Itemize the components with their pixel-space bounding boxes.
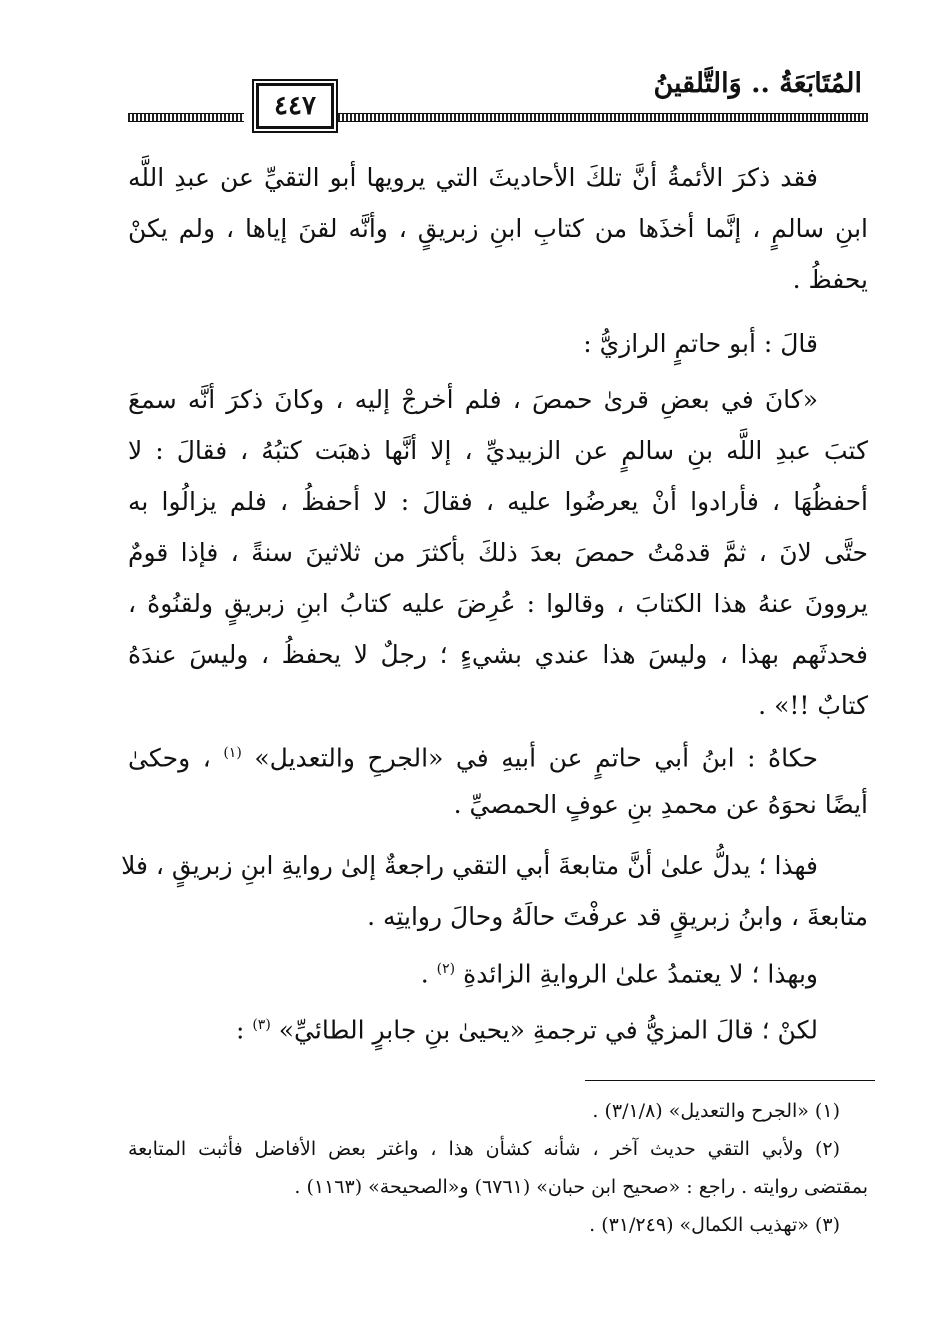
text-segment: : xyxy=(235,1015,245,1045)
text-line: حتَّى لانَ ، ثمَّ قدمْتُ حمصَ بعدَ ذلكَ بأكثرَ من ثلاثينَ سنةً ، فإذا قومٌ xyxy=(128,538,868,567)
footnote-marker: (٣) xyxy=(252,1017,271,1033)
footnote-1: (١) «الجرح والتعديل» (٣/١/٨) . xyxy=(592,1100,840,1122)
quotation xyxy=(128,374,868,731)
footnote-marker: (١) xyxy=(223,745,242,761)
text-line xyxy=(128,728,868,779)
footnote-3: (٣) «تهذيب الكمال» (٣١/٢٤٩) . xyxy=(589,1214,840,1236)
text-line: فهذا ؛ يدلُّ علىٰ أنَّ متابعةَ أبي التقي راجعةٌ إلىٰ روايةِ ابنِ زبريقٍ ، فلا xyxy=(121,851,818,880)
text-line: أحفظُهَا ، فأرادوا أنْ يعرضُوا عليه ، فقالَ : لا أحفظُ ، فلم يزالُوا به xyxy=(128,487,868,516)
paragraph-3 xyxy=(128,728,868,830)
text-line: كتبَ عبدِ اللَّه بنِ سالمٍ عن الزبيديِّ ، إلا أنَّها ذهبَت كتبُهُ ، فقالَ : لا xyxy=(128,436,868,465)
text-segment: لكنْ ؛ قالَ المزيُّ في ترجمةِ «يحيىٰ بنِ جابرٍ الطائيِّ» xyxy=(278,1015,818,1045)
text-segment: حكاهُ : ابنُ أبي حاتمٍ عن أبيهِ في «الجرحِ والتعديل» xyxy=(254,743,819,773)
text-segment: . xyxy=(420,959,429,989)
text-line: قالَ : أبو حاتمٍ الرازيُّ : xyxy=(583,329,818,358)
header-rule-left xyxy=(128,113,244,122)
footnote-2-continued: بمقتضى روايته . راجع : «صحيح ابن حبان» (٦٧٦١) و«الصحيحة» (١١٦٣) . xyxy=(294,1176,868,1198)
footnote-separator xyxy=(585,1080,875,1081)
footnote-2: (٢) ولأبي التقي حديث آخر ، شأنه كشأن هذا ، واغتر بعض الأفاضل فأثبت المتابعة xyxy=(128,1138,840,1160)
paragraph-2 xyxy=(128,318,868,369)
text-line: يروونَ عنهُ هذا الكتابَ ، وقالوا : عُرِضَ عليه كتابُ ابنِ زبريقٍ ولقنُوهُ ، xyxy=(128,589,868,618)
footnote-marker: (٢) xyxy=(436,961,456,977)
text-line: متابعةَ ، وابنُ زبريقٍ قد عرفْتَ حالَهُ وحالَ روايتِه . xyxy=(367,902,868,931)
text-line: ابنِ سالمٍ ، إنَّما أخذَها من كتابِ ابنِ زبريقٍ ، وأنَّه لقنَ إياها ، ولم يكنْ xyxy=(128,214,868,243)
text-line: «كانَ في بعضِ قرىٰ حمصَ ، فلم أخرجْ إليه ، وكانَ ذكرَ أنَّه سمعَ xyxy=(128,385,818,414)
footnotes xyxy=(128,1092,868,1244)
text-line: يحفظُ . xyxy=(792,265,868,294)
text-line: فحدثَهم بهذا ، وليسَ هذا عندي بشيءٍ ؛ رجلٌ لا يحفظُ ، وليسَ عندَهُ xyxy=(128,640,868,669)
text-line: فقد ذكرَ الأئمةُ أنَّ تلكَ الأحاديثَ التي يرويها أبو التقيِّ عن عبدِ اللَّه xyxy=(128,163,818,192)
paragraph-4 xyxy=(121,840,868,942)
text-line: كتابٌ !!» . xyxy=(758,691,868,720)
text-line: أيضًا نحوَهُ عن محمدِ بنِ عوفٍ الحمصيِّ . xyxy=(453,790,868,819)
paragraph-5 xyxy=(128,944,868,995)
paragraph-6 xyxy=(128,1000,868,1051)
text-line xyxy=(128,1000,868,1051)
page-number: ٤٤٧ xyxy=(256,83,334,129)
header-rule-right xyxy=(338,113,868,122)
running-title: المُتَابَعَةُ .. وَالتَّلقينُ xyxy=(653,68,862,99)
text-segment: ، وحكىٰ xyxy=(128,743,211,773)
paragraph-1 xyxy=(128,152,868,305)
text-segment: وبهذا ؛ لا يعتمدُ علىٰ الروايةِ الزائدةِ xyxy=(463,959,818,989)
text-line xyxy=(128,944,868,995)
